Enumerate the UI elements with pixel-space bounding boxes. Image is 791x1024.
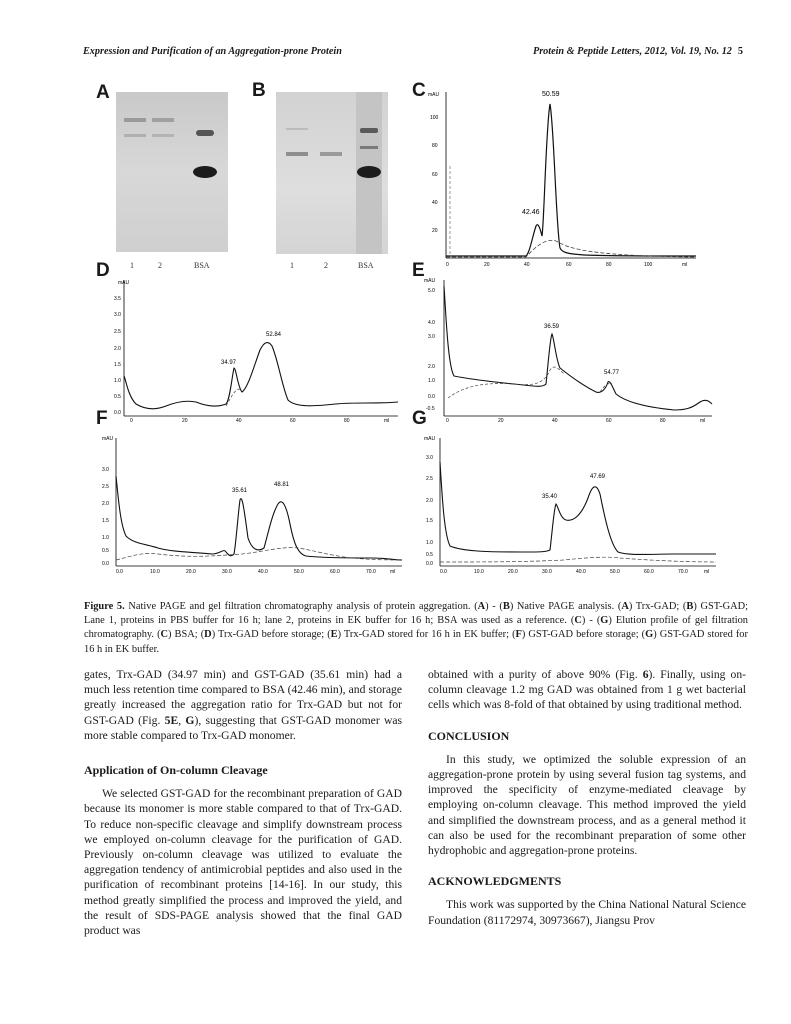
e-xtick-20: 20: [498, 418, 504, 424]
f-ytick-4: 1.5: [102, 518, 109, 524]
gel-image-b: [276, 92, 388, 272]
f-xtick-7: 60.0: [330, 569, 340, 575]
caption-ref: A: [621, 601, 629, 612]
f-xtick-8: 70.0: [366, 569, 376, 575]
e-xtick-60: 60: [606, 418, 612, 424]
c-ytick-80: 80: [432, 143, 438, 149]
caption-text: ) Trx-GAD stored for 16 h in EK buffer; (: [337, 629, 516, 641]
f-xtick-6: 50.0: [294, 569, 304, 575]
f-unit: mAU: [102, 436, 114, 442]
g-xtick-4: 30.0: [542, 569, 552, 575]
caption-text: ) Native PAGE analysis. (: [509, 601, 622, 612]
c-xtick-0: 0: [446, 262, 449, 268]
d-peak-label-1: 52.84: [266, 332, 282, 338]
caption-text: ) GST-GAD; Lane 1, proteins in PBS buffer for 16 h; lane 2, proteins in EK buffer for 16 h; BSA was used as a reference. (: [84, 601, 748, 627]
e-xtick-ml: ml: [700, 418, 706, 424]
g-xtick-5: 40.0: [576, 569, 586, 575]
left-column: [84, 667, 402, 938]
g-trace: [440, 462, 716, 555]
d-xtick-0: 0: [130, 418, 133, 424]
e-peak-label-1: 36.59: [544, 324, 560, 330]
paragraph: This work was supported by the China National Natural Science Foundation (81172974, 30973667), Jiangsu Prov: [428, 898, 746, 927]
e-peak-label-2: 54.77: [604, 370, 620, 376]
f-xtick-4: 30.0: [222, 569, 232, 575]
panel-label-d: D: [96, 260, 110, 281]
d-ytick-7: 0.5: [114, 394, 121, 400]
d-ytick-5: 1.5: [114, 362, 121, 368]
paragraph: [428, 667, 746, 713]
d-peak-label-2: 34.97: [221, 360, 237, 366]
g-xtick-8: 70.0: [678, 569, 688, 575]
caption-text: ) GST-GAD before storage; (: [521, 629, 646, 641]
f-ytick-5: 1.0: [102, 535, 109, 541]
chromatogram-d: [116, 276, 406, 422]
right-column: [428, 667, 746, 928]
caption-text: ) - (: [485, 601, 503, 612]
caption-ref: G: [645, 629, 654, 641]
caption-text: ) - (: [581, 615, 601, 627]
e-ytick-5: 1.0: [428, 378, 435, 384]
figure-5: [88, 78, 728, 578]
gel-a-lane-bsa: BSA: [194, 261, 210, 270]
page-number: 5: [737, 46, 743, 57]
caption-ref: F: [515, 629, 522, 641]
g-ytick-4: 1.5: [426, 518, 433, 524]
c-peak-label-1: 50.59: [542, 91, 560, 98]
text-run: obtained with a purity of above 90% (Fig.: [428, 668, 643, 681]
d-ytick-1: 3.5: [114, 296, 121, 302]
gel-a-lane-2: 2: [158, 261, 162, 270]
caption-text: Native PAGE and gel filtration chromatography analysis of protein aggregation. (: [124, 601, 478, 612]
text-run: ), suggesting that GST-GAD monomer was more stable compared to Trx-GAD monomer.: [84, 713, 403, 742]
f-trace: [116, 476, 402, 560]
g-xtick-7: 60.0: [644, 569, 654, 575]
d-ytick-4: 2.0: [114, 346, 121, 352]
gel-b-lane-1: 1: [290, 261, 294, 270]
chromatogram-f: [102, 434, 402, 578]
caption-ref: E: [330, 629, 338, 641]
caption-ref: B: [686, 601, 694, 612]
panel-label-f: F: [96, 408, 108, 429]
gel-b-lane-2: 2: [324, 261, 328, 270]
text-run: gates, Trx-GAD (34.97 min) and GST-GAD (35.61 min) had a much less retention time compared to BSA (42.46 min), and storage greatly increased the aggregation ratio for Trx-GAD but not for GST-GAD (Fig.: [84, 668, 402, 727]
e-ytick-7: -0.5: [426, 406, 435, 412]
f-ytick-7: 0.0: [102, 561, 109, 567]
c-peak-label-2: 42.46: [522, 209, 540, 216]
d-xtick-60: 60: [290, 418, 296, 424]
f-ytick-2: 2.5: [102, 484, 109, 490]
caption-ref: C: [160, 629, 169, 641]
f-peak-label-2: 48.81: [274, 482, 290, 488]
f-peak-label-1: 35.61: [232, 488, 248, 494]
g-xtick-1: 0.0: [440, 569, 447, 575]
gel-image-a: [116, 92, 228, 272]
e-trace: [444, 286, 712, 410]
caption-text: ) Elution profile of gel filtration chromatography. (: [84, 615, 749, 641]
running-header-journal: [533, 46, 743, 57]
gel-b-lane-bsa: BSA: [358, 261, 374, 270]
g-xtick-6: 50.0: [610, 569, 620, 575]
g-ytick-3: 2.0: [426, 498, 433, 504]
g-xtick-2: 10.0: [474, 569, 484, 575]
g-ytick-7: 0.0: [426, 561, 433, 567]
caption-text: ) BSA; (: [168, 629, 205, 641]
c-xtick-80: 80: [606, 262, 612, 268]
section-heading-acknowledgments: ACKNOWLEDGMENTS: [428, 874, 562, 889]
c-xtick-ml: ml: [682, 262, 688, 268]
e-ytick-3: 3.0: [428, 334, 435, 340]
e-unit: mAU: [424, 278, 436, 284]
f-ytick-6: 0.5: [102, 548, 109, 554]
journal-citation: Protein & Peptide Letters, 2012, Vol. 19, No. 12: [532, 46, 732, 57]
chromatogram-c: [426, 86, 708, 276]
e-xtick-0: 0: [446, 418, 449, 424]
d-xtick-20: 20: [182, 418, 188, 424]
panel-label-g: G: [412, 408, 427, 429]
f-xtick-5: 40.0: [258, 569, 268, 575]
figure-caption: [84, 600, 748, 657]
caption-title: Figure 5.: [84, 601, 125, 612]
c-xtick-60: 60: [566, 262, 572, 268]
c-ytick-20: 20: [432, 228, 438, 234]
e-ytick-4: 2.0: [428, 364, 435, 370]
e-ytick-1: 5.0: [428, 288, 435, 294]
caption-text: ) Trx-GAD; (: [628, 601, 687, 612]
f-ytick-1: 3.0: [102, 467, 109, 473]
section-heading-conclusion: CONCLUSION: [428, 728, 510, 743]
e-xtick-40: 40: [552, 418, 558, 424]
panel-label-c: C: [412, 80, 426, 101]
f-xtick-3: 20.0: [186, 569, 196, 575]
g-peak-label-1: 35.40: [542, 494, 558, 500]
paragraph: [84, 667, 402, 743]
g-peak-label-2: 47.69: [590, 474, 606, 480]
e-xtick-80: 80: [660, 418, 666, 424]
d-ytick-8: 0.0: [114, 410, 121, 416]
caption-ref: D: [204, 629, 212, 641]
text-run: ). Finally, using on-column cleavage 1.2 mg GAD was obtained from 1 g wet bacterial cells which was 8-fold of that obtained by using traditional method.: [428, 668, 746, 712]
running-header-title: Expression and Purification of an Aggregation-prone Protein: [83, 46, 342, 57]
caption-ref: G: [600, 615, 609, 627]
figure-ref: G: [185, 713, 195, 727]
chromatogram-g: [424, 434, 720, 578]
caption-text: ) GST-GAD stored for 16 h in EK buffer.: [84, 629, 748, 655]
g-ytick-1: 3.0: [426, 455, 433, 461]
d-ytick-3: 2.5: [114, 329, 121, 335]
text-run: ,: [178, 713, 186, 727]
c-ytick-40: 40: [432, 200, 438, 206]
f-xtick-ml: ml: [390, 569, 396, 575]
panel-label-e: E: [412, 260, 425, 281]
f-ytick-3: 2.0: [102, 501, 109, 507]
g-ytick-2: 2.5: [426, 476, 433, 482]
section-heading-on-column-cleavage: Application of On-column Cleavage: [84, 763, 268, 778]
d-xtick-ml: ml: [384, 418, 390, 424]
chromatogram-e: [424, 276, 720, 422]
d-xtick-80: 80: [344, 418, 350, 424]
e-ytick-2: 4.0: [428, 320, 435, 326]
panel-label-b: B: [252, 80, 266, 101]
f-xtick-2: 10.0: [150, 569, 160, 575]
figure-ref: 6: [642, 668, 649, 681]
paragraph: In this study, we optimized the soluble expression of an aggregation-prone protein by using several fusion tag systems, and improved the specificity of enzyme-mediated cleavage by employing on-column cleavage. This method improved the yield and simplified the downstream process, and as a general method it can also be used for the recombinant preparation of some other hydrophobic and aggregation-prone proteins.: [428, 752, 746, 858]
d-ytick-6: 1.0: [114, 378, 121, 384]
e-ytick-6: 0.0: [428, 394, 435, 400]
f-xtick-1: 0.0: [116, 569, 123, 575]
panel-label-a: A: [96, 82, 110, 103]
paragraph: We selected GST-GAD for the recombinant preparation of GAD because its monomer is more stable compared to that of Trx-GAD. To reduce non-specific cleavage and simplify downstream process we employed on-column cleavage for the purification of GAD. Previously on-column cleavage was utilized to evaluate the aggregation tendency of antimicrobial peptides and also used in the purification of recombinant proteins [14-16]. In our study, this method greatly simplified the process and improved the yield, and the result of SDS-PAGE analysis showed that the final GAD product was: [84, 787, 402, 938]
caption-ref: A: [477, 601, 486, 612]
figure-ref: 5E: [164, 713, 179, 727]
c-ytick-100: 100: [430, 115, 439, 121]
c-unit: mAU: [428, 92, 440, 98]
g-xtick-ml: ml: [704, 569, 710, 575]
c-xtick-20: 20: [484, 262, 490, 268]
d-xtick-40: 40: [236, 418, 242, 424]
c-xtick-100: 100: [644, 262, 653, 268]
d-ytick-2: 3.0: [114, 312, 121, 318]
c-ytick-60: 60: [432, 172, 438, 178]
gel-a-lane-1: 1: [130, 261, 134, 270]
d-unit: mAU: [118, 280, 130, 286]
c-xtick-40: 40: [524, 262, 530, 268]
caption-ref: C: [574, 615, 582, 627]
g-unit: mAU: [424, 436, 436, 442]
g-xtick-3: 20.0: [508, 569, 518, 575]
g-ytick-5: 1.0: [426, 540, 433, 546]
g-ytick-6: 0.5: [426, 552, 433, 558]
caption-text: ) Trx-GAD before storage; (: [211, 629, 331, 641]
d-trace: [124, 343, 398, 409]
c-trace: [446, 104, 696, 256]
caption-ref: B: [502, 601, 510, 612]
